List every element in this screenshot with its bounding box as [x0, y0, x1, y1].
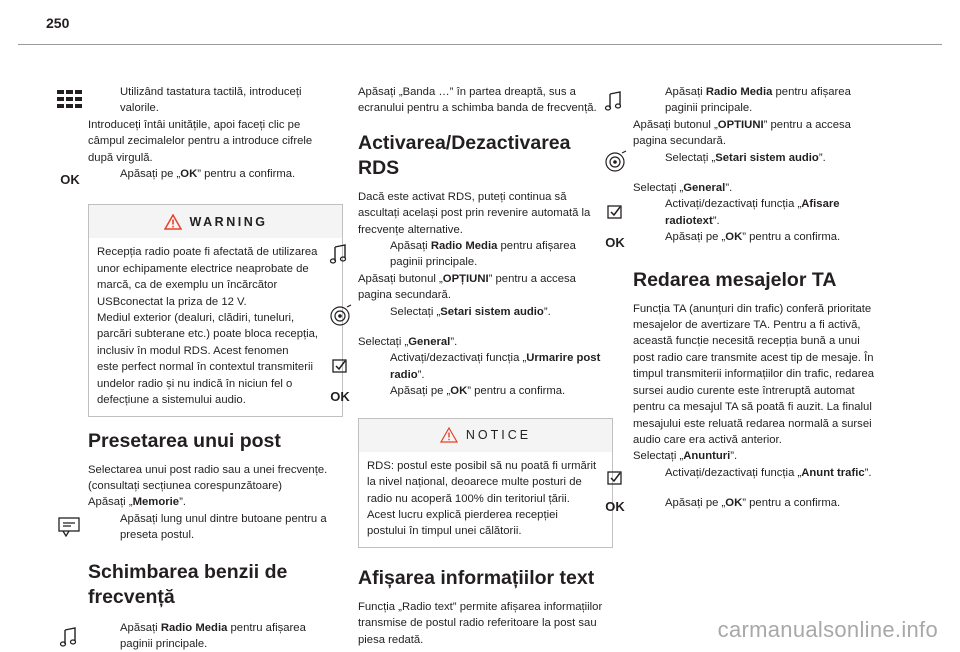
preset-text-3: Apăsați „Memorie”. [88, 496, 186, 509]
band-icon-text-2: paginii principale. [120, 637, 208, 650]
ok-icon: OK [60, 172, 80, 188]
heading-band [88, 560, 344, 610]
preset-instruction [88, 511, 344, 544]
ok-icon: OK [330, 389, 350, 405]
ta-line: pentru ca mesajul TA să poată fi auzit. La finalul [633, 401, 872, 414]
radio-media-text-2: paginii principale. [665, 102, 753, 115]
ok-instruction [330, 383, 614, 405]
settings-text: Selectați „Setari sistem audio”. [665, 151, 826, 164]
notice-line: RDS: postul este posibil să nu poată fi urmărit [367, 459, 597, 472]
warning-line: Recepția radio poate fi afectată de utilizarea [97, 246, 318, 259]
warning-box [88, 204, 343, 416]
track-instruction [358, 350, 614, 383]
column-2 [330, 84, 614, 648]
warning-line: USBconectat la priza de 12 V. [97, 295, 247, 308]
notice-title: NOTICE [465, 427, 532, 442]
ok-text: Apăsați pe „OK” pentru a confirma. [665, 497, 841, 510]
notice-line: Acest lucru explică pierderea recepției [367, 508, 558, 521]
ok-text: Apăsați pe „OK” pentru a confirma. [665, 231, 841, 244]
warning-line: marcă, ca de exemplu un încărcător [97, 279, 278, 292]
ok-instruction [60, 166, 344, 188]
preset-icon-text-1: Apăsați lung unul dintre butoane pentru a [120, 512, 327, 525]
ta-line: Funcția TA (anunțuri din trafic) conferă prioritate [633, 302, 872, 315]
header-rule [18, 44, 942, 45]
warning-line: inclusiv în modul RDS. Acest fenomen [97, 344, 289, 357]
radio-media-text-1: Apăsați Radio Media pentru afișarea [390, 240, 576, 253]
ok-instruction [605, 229, 889, 251]
ta-line: această funcție necesită recepția bună a unui [633, 335, 860, 348]
decimal-text-1: Introduceți întâi unitățile, apoi faceți clic pe [88, 118, 301, 131]
radio-media-instruction [358, 238, 614, 271]
ok-text: Apăsați pe „OK” pentru a confirma. [120, 168, 296, 181]
notice-line: postului în timpul unei călătorii. [367, 525, 522, 538]
ta-line: mesajului este reluată redarea normală a sursei [633, 417, 872, 430]
preset-icon-text-2: preseta postul. [120, 529, 195, 542]
notice-box [358, 418, 613, 548]
ta-line: audio care era activă anterior. [633, 433, 782, 446]
keypad-icon [56, 88, 84, 112]
column-1 [60, 84, 344, 652]
ta-line: sursei audio curente este întreruptă automat [633, 384, 855, 397]
warning-line: Mediul exterior (dealuri, clădiri, tuneluri, [97, 312, 295, 325]
rds-text-1: Dacă este activat RDS, puteți continua să [358, 190, 567, 203]
preset-text-2: (consultați secțiunea corespunzătoare) [88, 479, 283, 492]
settings-text: Selectați „Setari sistem audio”. [390, 305, 551, 318]
warning-line: este perfect normal în contextul transmiterii [97, 361, 313, 374]
preset-button-icon [56, 515, 84, 537]
warning-line: undelor radio și nu indică în niciun fel o [97, 377, 293, 390]
ok-icon: OK [605, 235, 625, 251]
keypad-text-2: valorile. [120, 102, 159, 115]
band-text-1: Apăsați „Banda …” în partea dreaptă, sus a [358, 86, 576, 98]
traffic-text: Activați/dezactivați funcția „Anunt trafic”. [665, 466, 872, 479]
music-note-icon [56, 626, 84, 648]
radio-text-line-3: piesa redată. [358, 633, 424, 646]
music-note-icon [601, 90, 629, 112]
radio-media-instruction [633, 84, 889, 117]
checkbox-icon [601, 202, 629, 222]
heading-band-line-2: frecvență [88, 585, 175, 608]
band-instruction [88, 620, 344, 652]
general-text: Selectați „General”. [358, 336, 458, 349]
ta-line: Selectați „Anunturi”. [633, 450, 738, 463]
radio-text-line-1: Funcția „Radio text” permite afișarea informațiilor [358, 600, 603, 613]
warning-body [89, 238, 342, 415]
options-text-1: Apăsați butonul „OPTIUNI” pentru a accesa [633, 118, 851, 131]
warning-icon [164, 214, 182, 230]
notice-icon [440, 427, 458, 443]
notice-line: la nivel național, deoarece multe posturi de [367, 476, 582, 489]
settings-instruction [358, 304, 614, 320]
rds-text-3: frecvențe alternative. [358, 223, 463, 236]
page-number: 250 [46, 15, 70, 31]
radiotext-instruction [633, 196, 889, 229]
ta-line: post radio care transmite acest tip de mesaje. În [633, 351, 874, 364]
options-text-2: pagina secundară. [358, 289, 451, 302]
ta-line: mesajelor de avertizare TA. Pentru a fi activă, [633, 319, 861, 332]
options-text-2: pagina secundară. [633, 135, 726, 148]
heading-preset: Presetarea unui post [88, 429, 281, 452]
heading-rds: Activarea/Dezactivarea RDS [358, 131, 571, 179]
radiotext-text-2: radiotext”. [665, 214, 720, 227]
preset-text-1: Selectarea unui post radio sau a unei frecvențe. [88, 463, 328, 476]
heading-band-line-1: Schimbarea benzii de [88, 560, 288, 583]
radio-media-text-1: Apăsați Radio Media pentru afișarea [665, 86, 851, 98]
column-3 [605, 84, 889, 515]
watermark: carmanualsonline.info [717, 617, 938, 642]
band-text-2: ecranului pentru a schimba banda de frecvență. [358, 102, 597, 115]
decimal-text-2: câmpul zecimalelor pentru a introduce cifrele [88, 135, 313, 148]
ok-instruction [605, 495, 889, 515]
audio-settings-icon [326, 304, 354, 328]
radio-text-line-2: transmise de postul radio referitoare la post sau [358, 617, 597, 630]
page-header [0, 0, 960, 52]
audio-settings-icon [601, 150, 629, 174]
keypad-text-1: Utilizând tastatura tactilă, introduceți [120, 86, 302, 98]
rds-text-2: ascultați același post prin revenire automată la [358, 207, 591, 220]
settings-instruction [633, 150, 889, 166]
notice-line: radio nu acoperă 100% din teritoriul țării. [367, 492, 570, 505]
warning-title: WARNING [189, 214, 268, 229]
ok-icon: OK [605, 499, 625, 515]
radiotext-text-1: Activați/dezactivați funcția „Afisare [665, 198, 840, 211]
traffic-instruction [633, 465, 889, 481]
checkbox-icon [601, 468, 629, 488]
band-icon-text-1: Apăsați Radio Media pentru afișarea [120, 621, 306, 634]
options-text-1: Apăsați butonul „OPȚIUNI” pentru a accesa [358, 272, 576, 285]
general-text: Selectați „General”. [633, 182, 733, 195]
notice-body [359, 452, 612, 547]
warning-line: unor echipamente electrice neaprobate de [97, 262, 309, 275]
heading-ta: Redarea mesajelor TA [633, 268, 837, 291]
track-text-2: radio”. [390, 368, 425, 381]
radio-media-text-2: paginii principale. [390, 256, 478, 269]
warning-line: parcări subterane etc.) poate bloca recepția, [97, 328, 319, 341]
ta-line: timpul transmiterii informațiilor din trafic, redarea [633, 368, 875, 381]
track-text-1: Activați/dezactivați funcția „Urmarire post [390, 352, 601, 365]
ok-text: Apăsați pe „OK” pentru a confirma. [390, 385, 566, 398]
warning-header [89, 205, 342, 238]
heading-radio-text: Afișarea informațiilor text [358, 566, 595, 589]
checkbox-icon [326, 356, 354, 376]
keypad-instruction [88, 84, 344, 117]
notice-header [359, 419, 612, 452]
decimal-text-3: după virgulă. [88, 151, 153, 164]
music-note-icon [326, 243, 354, 265]
warning-line: defecțiune a sistemului audio. [97, 394, 246, 407]
